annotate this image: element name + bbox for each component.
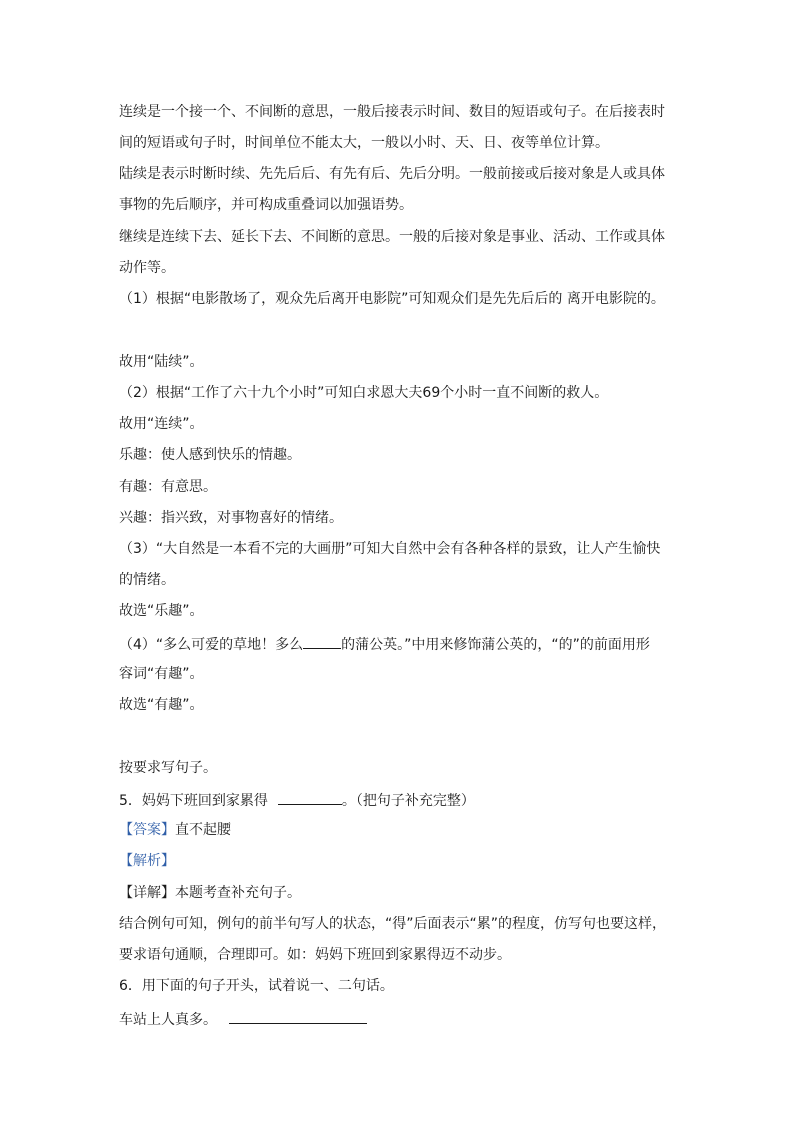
paragraph-line: 故用“陆续”。 <box>119 354 204 370</box>
answer-label: 【答案】 <box>119 822 175 838</box>
analysis-label: 【解析】 <box>119 853 175 869</box>
paragraph-line: 连续是一个接一个、不间断的意思，一般后接表示时间、数目的短语或句子。在后接表时 <box>119 104 665 120</box>
question-4-end: 的蒲公英。”中用来修饰蒲公英的，“的”的前面用形 <box>341 637 650 653</box>
paragraph-line: （3）“大自然是一本看不完的大画册”可知大自然中会有各种各样的景致，让人产生愉快 <box>119 541 661 557</box>
question-5-end: 。（把句子补充完整） <box>341 793 475 809</box>
paragraph-line: 动作等。 <box>119 260 175 276</box>
paragraph-line: （1）根据“电影散场了，观众先后离开电影院”可知观众们是先先后后的 离开电影院的。 <box>119 291 665 307</box>
paragraph-line-with-blank <box>119 634 650 654</box>
paragraph-line: 间的短语或句子时，时间单位不能太大，一般以小时、天、日、夜等单位计算。 <box>119 135 609 151</box>
paragraph-line: 继续是连续下去、延长下去、不间断的意思。一般的后接对象是事业、活动、工作或具体 <box>119 229 665 245</box>
fill-blank <box>278 790 342 805</box>
paragraph-line: 的情绪。 <box>119 572 175 588</box>
prompt-text: 车站上人真多。 <box>119 1012 217 1028</box>
paragraph-line: 陆续是表示时断时续、先先后后、有先有后、先后分明。一般前接或后接对象是人或具体 <box>119 166 665 182</box>
paragraph-line: 有趣：有意思。 <box>119 479 217 495</box>
paragraph-line: （2）根据“工作了六十九个小时”可知白求恩大夫69个小时一直不间断的救人。 <box>119 385 609 401</box>
paragraph-line: 容词“有趣”。 <box>119 666 204 682</box>
fill-blank <box>303 634 341 649</box>
question-5 <box>119 790 475 810</box>
answer-blank <box>229 1009 367 1024</box>
paragraph-line: 事物的先后顺序，并可构成重叠词以加强语势。 <box>119 197 413 213</box>
paragraph-line: 乐趣：使人感到快乐的情趣。 <box>119 447 301 463</box>
paragraph-line: 兴趣：指兴致，对事物喜好的情绪。 <box>119 510 343 526</box>
paragraph-line: 故选“有趣”。 <box>119 697 204 713</box>
paragraph-line: 要求语句通顺，合理即可。如：妈妈下班回到家累得迈不动步。 <box>119 947 511 963</box>
question-6-prompt <box>119 1009 367 1029</box>
section-heading: 按要求写句子。 <box>119 760 217 776</box>
paragraph-line: 故用“连续”。 <box>119 416 204 432</box>
question-4-start: （4）“多么可爱的草地！多么 <box>119 637 304 653</box>
answer-text: 直不起腰 <box>175 822 231 838</box>
paragraph-line: 故选“乐趣”。 <box>119 603 204 619</box>
question-5-start: 5．妈妈下班回到家累得 <box>119 793 268 809</box>
paragraph-line: 结合例句可知，例句的前半句写人的状态，“得”后面表示“累”的程度，仿写句也要这样， <box>119 916 667 932</box>
question-6: 6．用下面的句子开头，试着说一、二句话。 <box>119 978 394 994</box>
answer-line <box>119 821 231 839</box>
paragraph-line: 【详解】本题考查补充句子。 <box>119 885 301 901</box>
